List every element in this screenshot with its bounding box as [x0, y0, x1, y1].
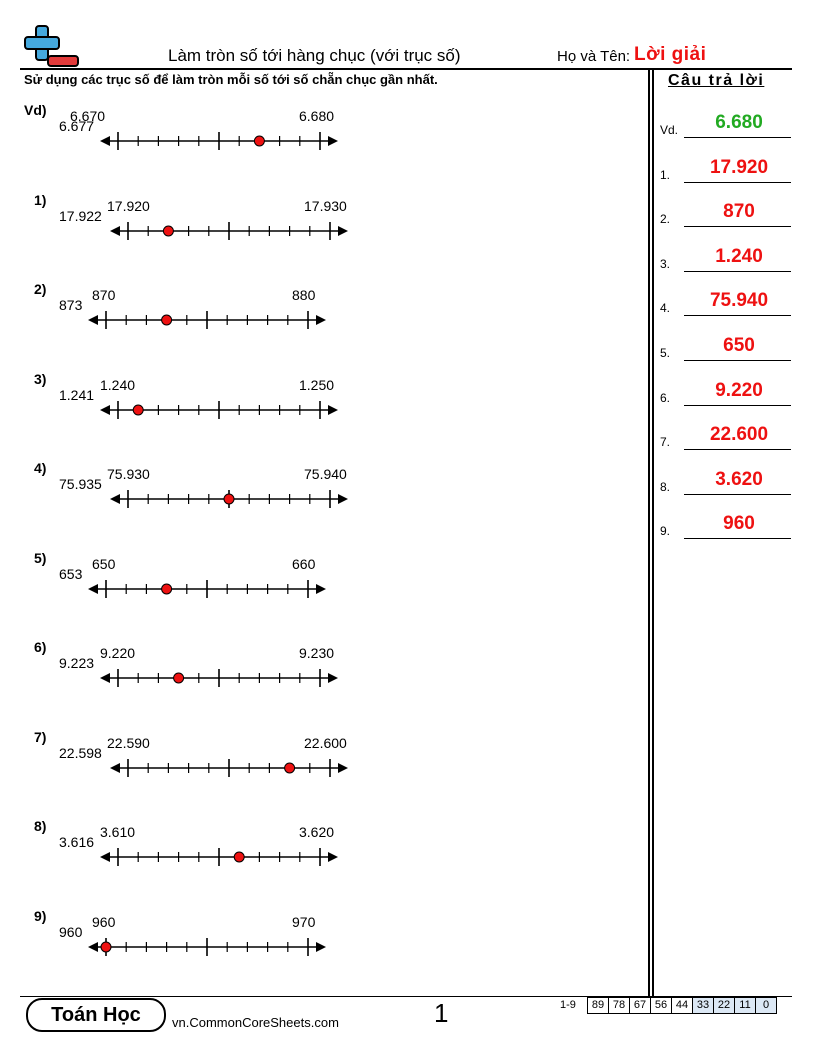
number-line-end-label: 970	[292, 913, 316, 930]
number-line-end-label: 17.930	[304, 197, 347, 214]
score-range: 1-9	[560, 999, 576, 1011]
problem-label: 8)	[34, 818, 47, 834]
column-divider	[648, 69, 650, 997]
answer-value: 870	[723, 201, 755, 223]
number-line-start-label: 650	[92, 555, 116, 572]
answer-label: 9.	[660, 524, 671, 539]
answer-label: 5.	[660, 346, 671, 360]
site-url: vn.CommonCoreSheets.com	[172, 1015, 339, 1030]
number-line-end-label: 1.250	[299, 376, 335, 393]
answer-line	[684, 449, 791, 450]
answer-label: 7.	[660, 435, 671, 450]
number-line-end-label: 880	[292, 287, 316, 303]
number-line-start-label: 960	[92, 913, 116, 930]
number-line	[0, 663, 400, 693]
problem-label: 3)	[34, 370, 47, 387]
score-cell: 33	[692, 997, 714, 1014]
answer-label: 2.	[660, 212, 671, 227]
answer-value: 960	[723, 513, 755, 535]
arrow-left-icon	[110, 763, 120, 773]
answer-label: 1.	[660, 167, 671, 182]
header-divider	[20, 68, 792, 70]
score-cell: 0	[755, 997, 777, 1014]
answer-label: 6.	[660, 390, 671, 405]
arrow-right-icon	[328, 673, 338, 683]
answer-value: 650	[723, 335, 755, 356]
answer-header: Câu trả lời	[668, 72, 765, 89]
answer-value: 3.620	[715, 468, 763, 490]
value-marker	[224, 494, 234, 504]
answer-label: 3.	[660, 256, 671, 271]
arrow-right-icon	[328, 852, 338, 862]
score-cell: 89	[587, 997, 609, 1014]
number-line-start-label: 9.220	[100, 645, 136, 661]
answer-value: 1.240	[715, 245, 763, 267]
score-cell: 11	[734, 997, 756, 1014]
problem-label: 5)	[34, 549, 47, 566]
arrow-left-icon	[100, 136, 110, 146]
problem-value: 17.922	[59, 207, 102, 224]
value-marker	[285, 763, 295, 773]
value-marker	[254, 136, 264, 146]
number-line-start-label: 17.920	[107, 197, 150, 214]
arrow-left-icon	[88, 942, 98, 952]
answer-line	[684, 405, 791, 406]
plus-minus-logo-icon	[22, 24, 80, 68]
number-line	[0, 574, 400, 604]
number-line	[0, 305, 400, 335]
arrow-right-icon	[316, 942, 326, 952]
problem-value: 9.223	[59, 655, 95, 671]
arrow-left-icon	[100, 405, 110, 415]
number-line-start-label: 6.670	[70, 108, 106, 124]
answer-line	[684, 538, 791, 539]
number-line-end-label: 75.940	[304, 466, 347, 482]
problem-value: 960	[59, 923, 83, 940]
problem-label: 6)	[34, 639, 47, 655]
answer-line	[684, 360, 791, 361]
problem-value: 3.616	[59, 834, 95, 850]
number-line	[0, 216, 400, 246]
arrow-left-icon	[110, 494, 120, 504]
value-marker	[234, 852, 244, 862]
answer-label: Vd.	[660, 123, 679, 137]
arrow-left-icon	[100, 673, 110, 683]
value-marker	[163, 226, 173, 236]
problem-label: Vd)	[24, 102, 47, 118]
answer-value: 22.600	[709, 424, 769, 446]
arrow-right-icon	[338, 226, 348, 236]
problem-label: 1)	[34, 191, 47, 208]
answer-value: 6.680	[715, 112, 763, 133]
arrow-right-icon	[338, 763, 348, 773]
score-cell: 56	[650, 997, 672, 1014]
arrow-left-icon	[100, 852, 110, 862]
number-line-start-label: 75.930	[107, 466, 150, 482]
answer-line	[684, 494, 791, 495]
arrow-right-icon	[316, 315, 326, 325]
number-line	[0, 126, 400, 156]
problem-label: 7)	[34, 728, 47, 745]
answer-line	[684, 315, 791, 316]
problem-value: 75.935	[59, 476, 102, 492]
score-table	[588, 997, 777, 1014]
value-marker	[133, 405, 143, 415]
number-line	[0, 932, 400, 962]
answer-value: 17.920	[709, 156, 769, 178]
value-marker	[101, 942, 111, 952]
arrow-left-icon	[88, 584, 98, 594]
number-line-start-label: 1.240	[100, 376, 136, 393]
score-cell: 67	[629, 997, 651, 1014]
name-label: Họ và Tên:	[557, 48, 631, 65]
problem-label: 2)	[34, 281, 47, 297]
answer-line	[684, 182, 791, 183]
value-marker	[162, 584, 172, 594]
number-line-start-label: 870	[92, 287, 116, 303]
answer-line	[684, 137, 791, 138]
number-line-start-label: 22.590	[107, 734, 150, 751]
number-line	[0, 753, 400, 783]
answer-value: 75.940	[709, 290, 769, 312]
value-marker	[162, 315, 172, 325]
score-cell: 22	[713, 997, 735, 1014]
number-line-end-label: 9.230	[299, 645, 335, 661]
column-divider	[652, 69, 654, 997]
problem-value: 1.241	[59, 386, 95, 403]
answer-value: 9.220	[715, 379, 763, 401]
answer-label: 8.	[660, 479, 671, 494]
problem-value: 653	[59, 565, 83, 582]
arrow-right-icon	[338, 494, 348, 504]
instructions: Sử dụng các trục số để làm tròn mỗi số tới số chẵn chục gần nhất.	[24, 72, 438, 87]
arrow-right-icon	[328, 136, 338, 146]
number-line	[0, 484, 400, 514]
number-line-end-label: 660	[292, 555, 316, 572]
arrow-right-icon	[316, 584, 326, 594]
page-title: Làm tròn số tới hàng chục (với trục số)	[168, 46, 461, 65]
answer-line	[684, 271, 791, 272]
problem-value: 6.677	[59, 118, 95, 134]
problem-value: 873	[59, 297, 83, 313]
answer-line	[684, 226, 791, 227]
number-line-end-label: 3.620	[299, 824, 335, 840]
page-number: 1	[434, 998, 449, 1028]
number-line	[0, 395, 400, 425]
arrow-right-icon	[328, 405, 338, 415]
number-line-end-label: 22.600	[304, 734, 347, 751]
number-line-start-label: 3.610	[100, 824, 136, 840]
number-line-end-label: 6.680	[299, 108, 335, 124]
brand-badge: Toán Học	[26, 998, 166, 1032]
name-value: Lời giải	[634, 44, 707, 65]
problem-label: 4)	[34, 460, 47, 476]
score-cell: 78	[608, 997, 630, 1014]
value-marker	[174, 673, 184, 683]
problem-value: 22.598	[59, 744, 102, 761]
problem-label: 9)	[34, 907, 47, 924]
answer-label: 4.	[660, 301, 671, 316]
arrow-left-icon	[88, 315, 98, 325]
score-cell: 44	[671, 997, 693, 1014]
number-line	[0, 842, 400, 872]
arrow-left-icon	[110, 226, 120, 236]
